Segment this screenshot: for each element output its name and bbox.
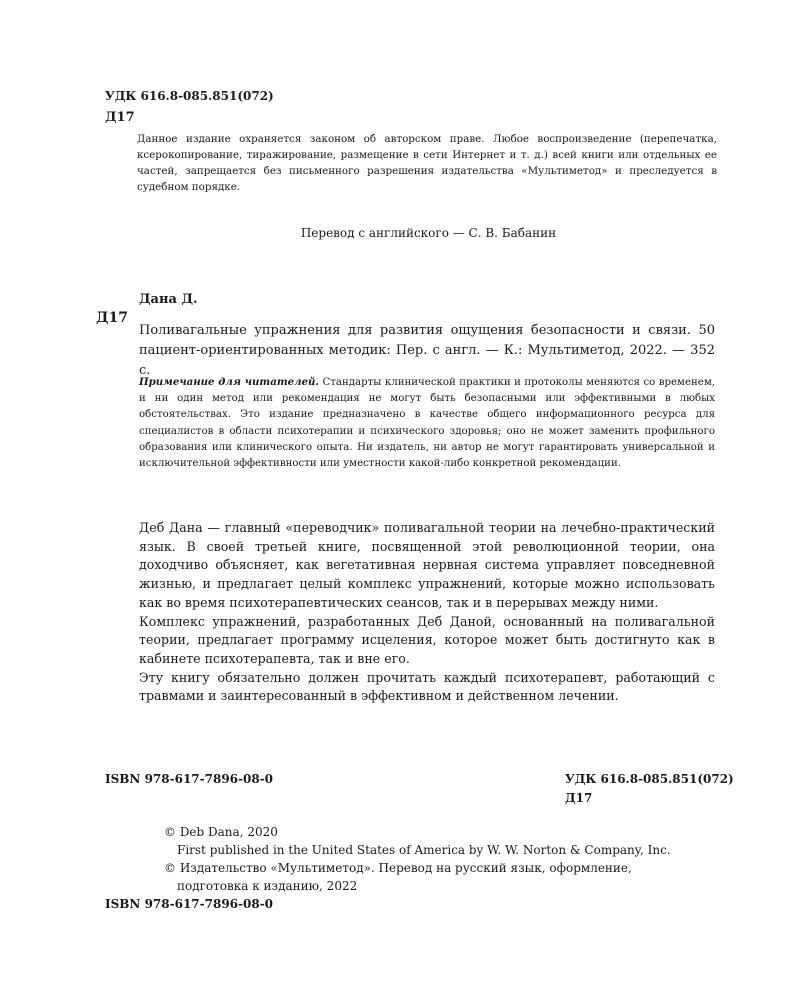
annotation bbox=[139, 519, 715, 706]
annotation-paragraph: Деб Дана — главный «переводчик» поливагальной теории на лечебно-практический язык. В своей третьей книге, посвященной этой революционной теории, она доходчиво объясняет, как вегетативная нервная система управляет повседневной жизнью, и предлагает целый комплекс упражнений, которые можно использовать как во время психотерапевтических сеансов, так и в перерывах между ними. bbox=[139, 520, 715, 610]
udk-code: УДК 616.8-085.851(072) bbox=[105, 89, 274, 103]
credit-line: First published in the United States of America by W. W. Norton & Company, Inc. bbox=[177, 843, 671, 857]
copyright-credits bbox=[164, 823, 724, 895]
credit-line: подготовка к изданию, 2022 bbox=[177, 879, 358, 893]
author-index-mark: Д17 bbox=[105, 110, 135, 125]
udk-code-right: УДК 616.8-085.851(072) bbox=[565, 772, 734, 786]
bibliography-description-text: Поливагальные упражнения для развития ощущения безопасности и связи. 50 пациент-ориентированных методик: Пер. с англ. — К.: Мультиметод, 2022. — 352 с. bbox=[139, 323, 715, 378]
isbn-left: ISBN 978-617-7896-08-0 bbox=[105, 772, 274, 786]
credit-line: © Издательство «Мультиметод». Перевод на русский язык, оформление, bbox=[164, 861, 632, 875]
reader-note-text: Стандарты клинической практики и протоколы меняются со временем, и ни один метод или рекомендация не могут быть безопасными или эффективными в любых обстоятельствах. Это издание предназначено в качестве общего информационного ресурса для специалистов в области психотерапии и психического здоровья; оно не может заменить профильного образования или клинического опыта. Ни издатель, ни автор не могут гарантировать универсальной и исключительной эффективности или уместности какой-либо конкретной рекомендации. bbox=[139, 377, 715, 470]
reader-note-label: Примечание для читателей. bbox=[139, 376, 319, 388]
copyright-notice: Данное издание охраняется законом об авторском праве. Любое воспроизведение (перепечатка, ксерокопирование, тиражирование, размещение в сети Интернет и т. д.) всей книги или отдельных ее частей, запрещается без письменного разрешения издательства «Мультиметод» и преследуется в судебном порядке. bbox=[137, 133, 717, 193]
annotation-paragraph: Комплекс упражнений, разработанных Деб Даной, основанный на поливагальной теории, предлагает программу исцеления, которое может быть достигнуто как в кабинете психотерапевта, так и вне его. bbox=[139, 613, 715, 666]
credit-line: © Deb Dana, 2020 bbox=[164, 825, 278, 839]
bibliography-index-mark: Д17 bbox=[96, 310, 128, 326]
translator-credit: Перевод с английского — С. В. Бабанин bbox=[300, 226, 557, 240]
isbn-bottom: ISBN 978-617-7896-08-0 bbox=[105, 897, 274, 911]
reader-note bbox=[139, 374, 715, 472]
bibliography-description bbox=[139, 301, 715, 381]
author-index-mark-right: Д17 bbox=[565, 791, 593, 805]
bibliography-author: Дана Д. bbox=[139, 292, 198, 307]
annotation-paragraph: Эту книгу обязательно должен прочитать каждый психотерапевт, работающий с травмами и заинтересованный в эффективном и действенном лечении. bbox=[139, 669, 715, 704]
